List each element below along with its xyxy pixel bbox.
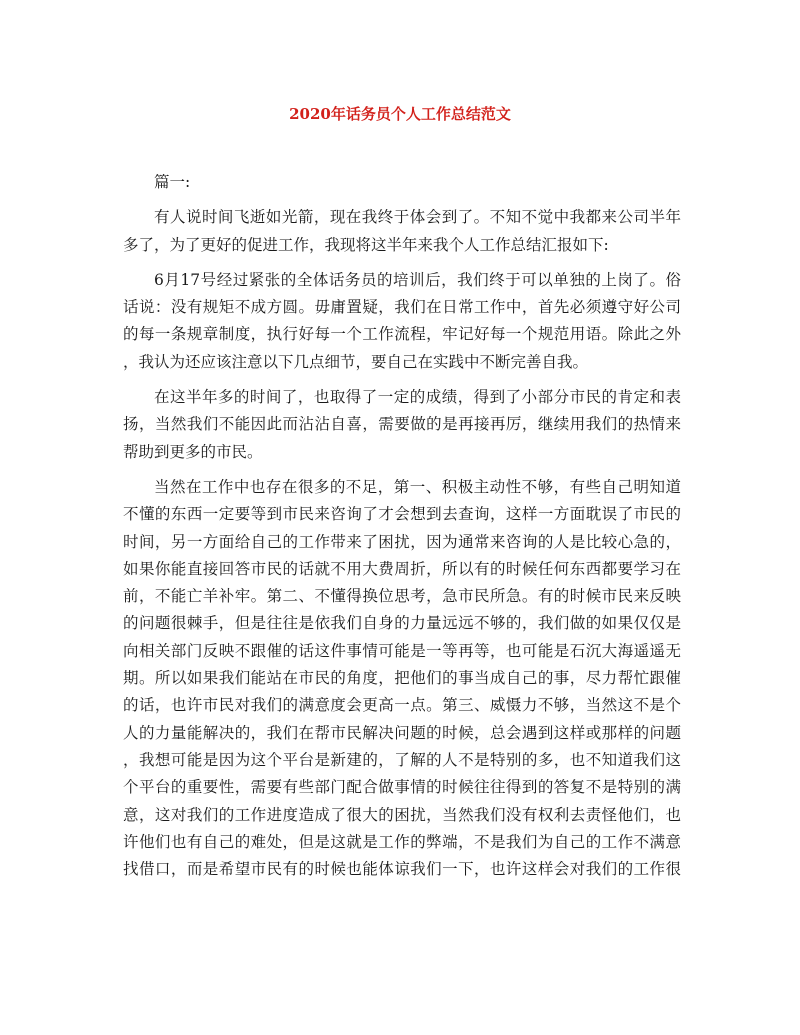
paragraph-line: 期。所以如果我们能站在市民的角度，把他们的事当成自己的事，尽力帮忙跟催	[123, 669, 681, 688]
paragraph-line: 许他们也有自己的难处，但是这就是工作的弊端，不是我们为自己的工作不满意	[123, 832, 681, 851]
paragraph-line: 找借口，而是希望市民有的时候也能体谅我们一下，也许这样会对我们的工作很	[123, 860, 681, 879]
paragraph-line: 帮助到更多的市民。	[123, 442, 263, 461]
paragraph-line: 向相关部门反映不跟催的话这件事情可能是一等再等，也可能是石沉大海遥遥无	[123, 641, 681, 660]
paragraph-line: 有人说时间飞逝如光箭，现在我终于体会到了。不知不觉中我都来公司半年	[154, 208, 681, 227]
paragraph-line: 不懂的东西一定要等到市民来咨询了才会想到去查询，这样一方面耽误了市民的	[123, 505, 681, 524]
paragraph-line: 时间，另一方面给自己的工作带来了困扰，因为通常来咨询的人是比较心急的，	[123, 532, 681, 551]
paragraph-line: 人的力量能解决的，我们在帮市民解决问题的时候，总会遇到这样或那样的问题	[123, 723, 681, 742]
paragraph-line: 前，不能亡羊补牢。第二、不懂得换位思考，急市民所急。有的时候市民来反映	[123, 587, 681, 606]
paragraph-line: 如果你能直接回答市民的话就不用大费周折，所以有的时候任何东西都要学习在	[123, 559, 681, 578]
paragraph-line: ，我认为还应该注意以下几点细节，要自己在实践中不断完善自我。	[123, 352, 589, 371]
spacer	[123, 196, 681, 204]
paragraph-line: 个平台的重要性，需要有些部门配合做事情的时候往往得到的答复不是特别的满	[123, 778, 681, 797]
paragraph-line: 话说：没有规矩不成方圆。毋庸置疑，我们在日常工作中，首先必须遵守好公司	[123, 298, 681, 317]
paragraph-line: 意，这对我们的工作进度造成了很大的困扰，当然我们没有权利去责怪他们，也	[123, 805, 681, 824]
paragraph-line: 的问题很棘手，但是往往是依我们自身的力量远远不够的，我们做的如果仅仅是	[123, 614, 681, 633]
spacer	[123, 376, 681, 384]
document-body	[123, 169, 681, 883]
paragraph-line: 当然在工作中也存在很多的不足，第一、积极主动性不够，有些自己明知道	[154, 477, 681, 496]
paragraph-line: 在这半年多的时间了，也取得了一定的成绩，得到了小部分市民的肯定和表	[154, 388, 681, 407]
spacer	[123, 466, 681, 474]
paragraph-line: ，我想可能是因为这个平台是新建的，了解的人不是特别的多，也不知道我们这	[123, 750, 681, 769]
paragraph-line: 6月17号经过紧张的全体话务员的培训后，我们终于可以单独的上岗了。俗	[154, 270, 681, 289]
paragraph-line: 的每一条规章制度，执行好每一个工作流程，牢记好每一个规范用语。除此之外	[123, 325, 681, 344]
paragraph-line: 扬，当然我们不能因此而沾沾自喜，需要做的是再接再厉，继续用我们的热情来	[123, 415, 681, 434]
paragraph-line: 的话，也许市民对我们的满意度会更高一点。第三、威慑力不够，当然这不是个	[123, 696, 681, 715]
section-heading: 篇一:	[154, 173, 191, 191]
document-title: 2020年话务员个人工作总结范文	[289, 105, 511, 123]
spacer	[123, 259, 681, 267]
paragraph-line: 多了，为了更好的促进工作，我现将这半年来我个人工作总结汇报如下:	[123, 235, 609, 254]
